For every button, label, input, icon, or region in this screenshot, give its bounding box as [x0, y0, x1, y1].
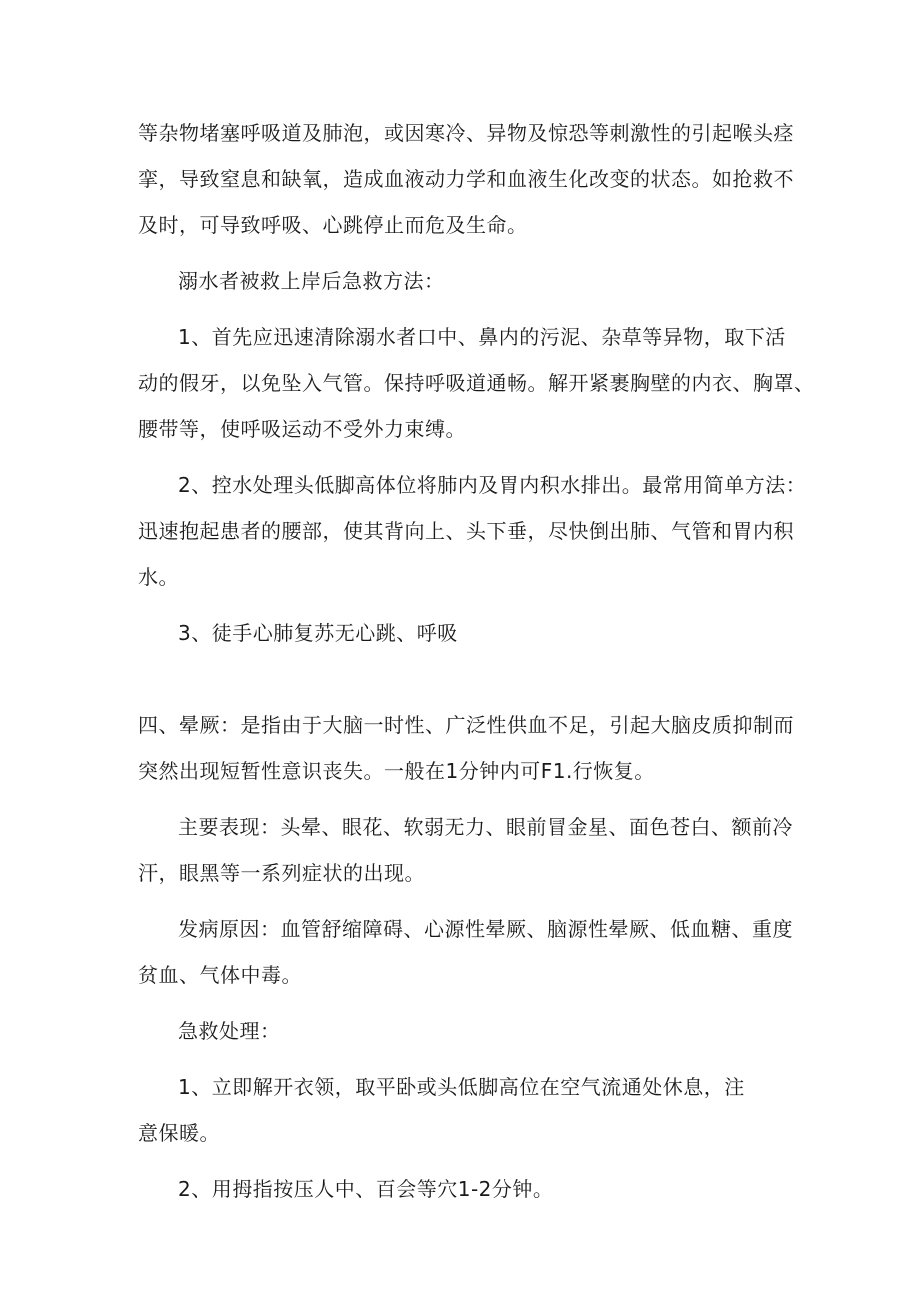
body-line: 水。	[138, 565, 179, 589]
body-line: 腰带等，使呼吸运动不受外力束缚。	[138, 417, 466, 441]
body-line: 及时，可导致呼吸、心跳停止而危及生命。	[138, 213, 528, 237]
body-line: 意保暖。	[138, 1121, 220, 1145]
body-line: 汗，眼黑等一系列症状的出现。	[138, 861, 425, 885]
list-item: 2、控水处理头低脚高体位将肺内及胃内积水排出。最常用简单方法：	[178, 473, 807, 497]
body-line: 突然出现短暂性意识丧失。一般在1分钟内可F1.行恢复。	[138, 759, 655, 783]
body-line: 迅速抱起患者的腰部，使其背向上、头下垂，尽快倒出肺、气管和胃内积	[138, 519, 794, 543]
section-heading: 四、晕厥：是指由于大脑一时性、广泛性供血不足，引起大脑皮质抑制而	[138, 713, 794, 737]
section-heading: 急救处理：	[178, 1019, 281, 1043]
list-item: 2、用拇指按压人中、百会等穴1-2分钟。	[178, 1177, 554, 1201]
body-line: 等杂物堵塞呼吸道及肺泡，或因寒冷、异物及惊恐等刺激性的引起喉头痉	[138, 121, 794, 145]
body-line: 挛，导致窒息和缺氧，造成血液动力学和血液生化改变的状态。如抢救不	[138, 167, 794, 191]
body-line: 主要表现：头晕、眼花、软弱无力、眼前冒金星、面色苍白、额前冷	[178, 815, 793, 839]
section-heading: 溺水者被救上岸后急救方法：	[178, 269, 445, 293]
list-item: 1、首先应迅速清除溺水者口中、鼻内的污泥、杂草等异物，取下活	[178, 325, 786, 349]
document-body	[138, 110, 815, 1212]
list-item: 3、徒手心肺复苏无心跳、呼吸	[178, 621, 458, 645]
body-line: 动的假牙，以免坠入气管。保持呼吸道通畅。解开紧裹胸壁的内衣、胸罩、	[138, 371, 815, 395]
list-item: 1、立即解开衣领，取平卧或头低脚高位在空气流通处休息，注	[178, 1075, 745, 1099]
body-line: 发病原因：血管舒缩障碍、心源性晕厥、脑源性晕厥、低血糖、重度	[178, 917, 793, 941]
body-line: 贫血、气体中毒。	[138, 963, 302, 987]
